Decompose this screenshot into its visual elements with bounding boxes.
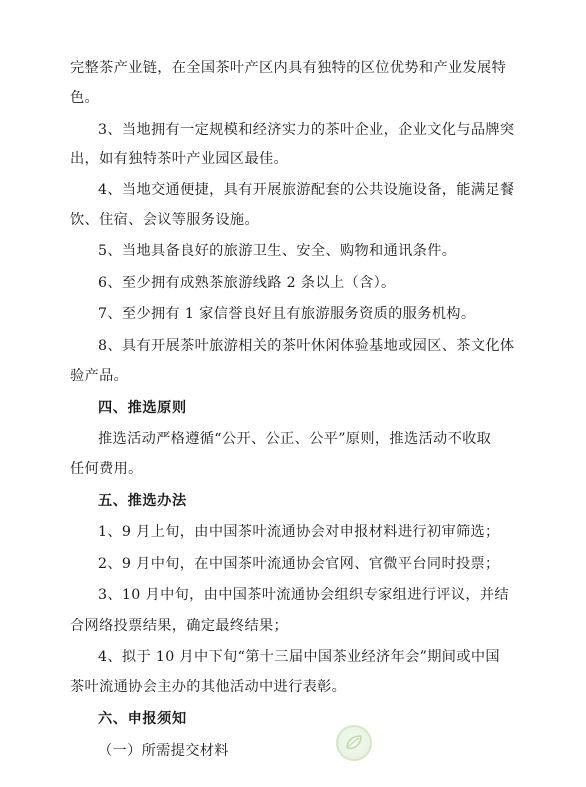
criterion-8-line: 8、具有开展茶叶旅游相关的茶叶休闲体验基地或园区、茶文化体 bbox=[98, 338, 515, 354]
criterion-5-line: 5、当地具备良好的旅游卫生、安全、购物和通讯条件。 bbox=[98, 243, 457, 259]
section-heading-6: 六、申报须知 bbox=[98, 711, 187, 727]
criterion-6-line: 6、至少拥有成熟茶旅游线路 2 条以上（含）。 bbox=[98, 275, 396, 291]
criterion-8-line: 验产品。 bbox=[70, 368, 129, 384]
paragraph-line: 色。 bbox=[70, 90, 100, 106]
step-1-line: 1、9 月上旬，由中国茶叶流通协会对申报材料进行初审筛选； bbox=[98, 524, 500, 540]
step-2-line: 2、9 月中旬，在中国茶叶流通协会官网、官微平台同时投票； bbox=[98, 556, 500, 572]
paragraph-line: 推选活动严格遵循“公开、公正、公平”原则，推选活动不收取 bbox=[98, 431, 492, 447]
section-heading-5: 五、推选办法 bbox=[98, 493, 187, 509]
leaf-logo-svg bbox=[343, 732, 365, 754]
step-3-line: 3、10 月中旬，由中国茶叶流通协会组织专家组进行评议，并结 bbox=[98, 587, 509, 603]
criterion-4-line: 4、当地交通便捷，具有开展旅游配套的公共设施设备，能满足餐 bbox=[98, 182, 515, 198]
step-3-line: 合网络投票结果，确定最终结果； bbox=[70, 618, 289, 634]
step-4-line: 茶叶流通协会主办的其他活动中进行表彰。 bbox=[70, 679, 347, 695]
leaf-logo-icon bbox=[336, 725, 372, 761]
criterion-3-line: 3、当地拥有一定规模和经济实力的茶叶企业，企业文化与品牌突 bbox=[98, 122, 515, 138]
subsection-heading: （一）所需提交材料 bbox=[98, 743, 229, 759]
step-4-line: 4、拟于 10 月中下旬“第十三届中国茶业经济年会”期间或中国 bbox=[98, 649, 500, 665]
criterion-3-line: 出，如有独特茶叶产业园区最佳。 bbox=[70, 151, 289, 167]
paragraph-line: 任何费用。 bbox=[70, 461, 143, 477]
criterion-7-line: 7、至少拥有 1 家信誉良好且有旅游服务资质的服务机构。 bbox=[98, 306, 476, 322]
criterion-4-line: 饮、住宿、会议等服务设施。 bbox=[70, 212, 259, 228]
section-heading-4: 四、推选原则 bbox=[98, 400, 187, 416]
paragraph-line: 完整茶产业链，在全国茶叶产区内具有独特的区位优势和产业发展特 bbox=[70, 60, 507, 76]
